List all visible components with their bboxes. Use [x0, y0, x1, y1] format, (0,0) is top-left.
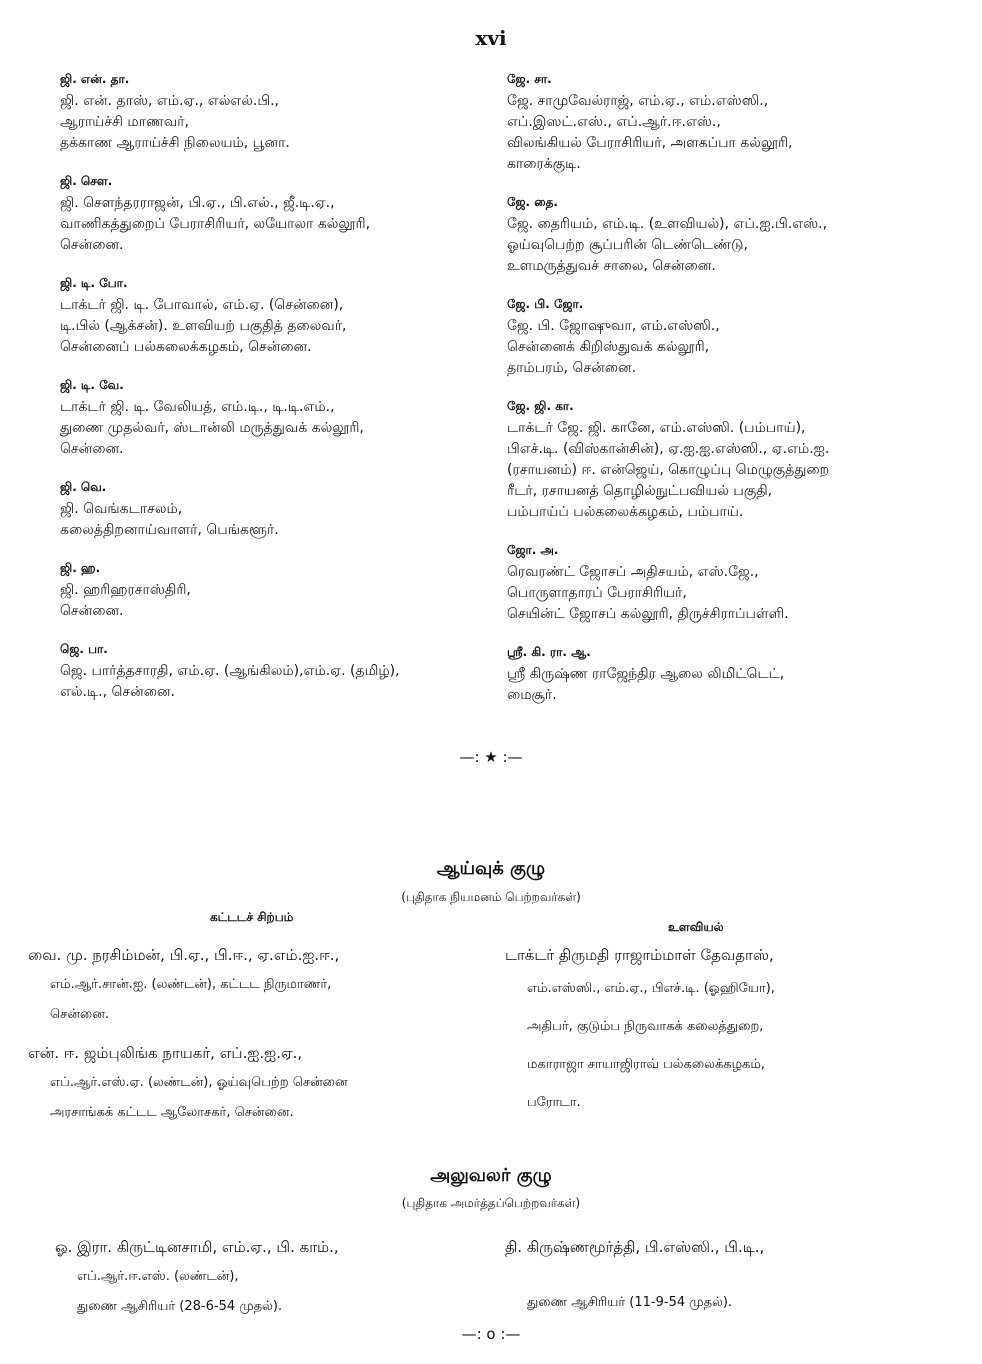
member-line: சென்னை. [50, 1007, 109, 1022]
entry-line: எப்.இஸட்.எஸ்., எப்.ஆர்.ஈ.எஸ்., [507, 114, 721, 130]
member-line: பரோடா. [527, 1095, 581, 1110]
entry-line: ஜி. வெங்கடாசலம், [60, 501, 183, 517]
entry-abbr: ஜே. சா. [507, 72, 552, 86]
entry-line: விலங்கியல் பேராசிரியர், அளகப்பா கல்லூரி, [507, 135, 793, 151]
right-column [507, 72, 947, 726]
entry-line: ஜே. பி. ஜோஷுவா, எம்.எஸ்ஸி., [507, 318, 720, 334]
entry-line: டாக்டர் ஜி. டி. போவால், எம்.ஏ. (சென்னை), [60, 297, 344, 313]
entry-line: ஜி. சௌந்தரராஜன், பி.ஏ., பி.எல்., ஜீ.டி.ஏ., [60, 195, 335, 211]
review-left-block-1 [28, 940, 339, 1030]
architecture-subhead: கட்டடச் சிற்பம் [210, 910, 294, 924]
staff-right-block [505, 1232, 764, 1318]
entry-line: பிஎச்.டி. (விஸ்கான்சின்), ஏ.ஐ.ஐ.எஸ்ஸி., ஏ.எம்.ஐ. [507, 441, 830, 457]
entry-line: ஜே. தைரியம், எம்.டி. (உளவியல்), எப்.ஐ.பி.எஸ்., [507, 216, 828, 232]
entry [507, 645, 947, 706]
entry-abbr: ஜே. பி. ஜோ. [507, 297, 584, 311]
entry-line: எல்.டி., சென்னை. [60, 684, 175, 700]
entry-abbr: ஜி. ஹ. [60, 561, 101, 575]
entry [507, 543, 947, 625]
entry [60, 72, 500, 154]
entry-line: சென்னைக் கிறிஸ்துவக் கல்லூரி, [507, 339, 710, 355]
circle-divider: —: o :— [461, 1325, 521, 1343]
entry-abbr: ஜே. ஜி. கா. [507, 399, 574, 413]
staff-title: அலுவலர் குழு [430, 1165, 552, 1186]
entry-line: ஜே. சாமுவேல்ராஜ், எம்.ஏ., எம்.எஸ்ஸி., [507, 93, 769, 109]
entry-line: ஜி. ஹரிஹரசாஸ்திரி, [60, 582, 191, 598]
entry-line: தக்காண ஆராய்ச்சி நிலையம், பூனா. [60, 135, 290, 151]
entry-abbr: ஜி. சௌ. [60, 174, 113, 188]
page-number: xvi [475, 26, 507, 50]
entry-line: ஜெ. பார்த்தசாரதி, எம்.ஏ. (ஆங்கிலம்),எம்.ஏ. (தமிழ்), [60, 663, 400, 679]
entry-abbr: ஜி. டி. போ. [60, 276, 128, 290]
member-line: அதிபர், குடும்ப நிருவாகக் கலைத்துறை, [527, 1019, 764, 1034]
review-committee-title: ஆய்வுக் குழு [436, 858, 546, 879]
staff-left-block [55, 1232, 339, 1322]
member-name: என். ஈ. ஜம்புலிங்க நாயகர், எப்.ஐ.ஐ.ஏ., [28, 1044, 303, 1062]
review-right-block [505, 940, 775, 1122]
entry-line: தாம்பரம், சென்னை. [507, 360, 637, 376]
member-name: வை. மு. நரசிம்மன், பி.ஏ., பி.ஈ., ஏ.எம்.ஐ.ஈ., [28, 946, 340, 964]
entry-line: ரீடர், ரசாயனத் தொழில்நுட்பவியல் பகுதி, [507, 483, 773, 499]
entry-line: சென்னைப் பல்கலைக்கழகம், சென்னை. [60, 339, 312, 355]
member-line: துணை ஆசிரியர் (28-6-54 முதல்). [77, 1299, 283, 1314]
entry-abbr: ஜி. வெ. [60, 480, 107, 494]
member-line: எம்.எஸ்ஸி., எம்.ஏ., பிஎச்.டி. (ஓஹியோ), [527, 981, 775, 996]
entry-line: ஸ்ரீ கிருஷ்ண ராஜேந்திர ஆலை லிமிட்டெட், [507, 666, 785, 682]
entry-line: மைசூர். [507, 687, 557, 703]
entry [60, 174, 500, 256]
entry-line: துணை முதல்வர், ஸ்டான்லி மருத்துவக் கல்லூரி, [60, 420, 364, 436]
member-line: எப்.ஆர்.எஸ்.ஏ. (லண்டன்), ஓய்வுபெற்ற சென்னை [50, 1075, 348, 1090]
entry-line: டி.பில் (ஆக்சன்). உளவியற் பகுதித் தலைவர், [60, 318, 347, 334]
entry-line: ஆராய்ச்சி மாணவர், [60, 114, 189, 130]
entry-line: செயின்ட் ஜோசப் கல்லூரி, திருச்சிராப்பள்ளி. [507, 606, 789, 622]
entry-line: (ரசாயனம்) ஈ. என்ஜெய், கொழுப்பு மெழுகுத்துறை [507, 462, 830, 478]
entry-abbr: ஜி. டி. வே. [60, 378, 124, 392]
entry-abbr: ஸ்ரீ. கி. ரா. ஆ. [507, 645, 591, 659]
entry [507, 297, 947, 379]
entry-line: உளமருத்துவச் சாலை, சென்னை. [507, 258, 716, 274]
entry [60, 378, 500, 460]
member-name: தி. கிருஷ்ணமூர்த்தி, பி.எஸ்ஸி., பி.டி., [505, 1238, 765, 1256]
entry-line: கலைத்திறனாய்வாளர், பெங்களூர். [60, 522, 279, 538]
entry-line: டாக்டர் ஜே. ஜி. கானே, எம்.எஸ்ஸி. (பம்பாய்), [507, 420, 806, 436]
entry-line: காரைக்குடி. [507, 156, 581, 172]
entry-abbr: ஜெ. பா. [60, 642, 108, 656]
entry-line: சென்னை. [60, 603, 124, 619]
entry [60, 276, 500, 358]
entry-abbr: ஜி. என். தா. [60, 72, 130, 86]
left-column [60, 72, 500, 723]
review-left-block-2 [28, 1038, 348, 1128]
staff-subtitle: (புதிதாக அமர்த்தப்பெற்றவர்கள்) [401, 1196, 581, 1210]
member-name: ஓ. இரா. கிருட்டினசாமி, எம்.ஏ., பி. காம்., [55, 1238, 339, 1256]
member-line: எப்.ஆர்.ஈ.எஸ். (லண்டன்), [77, 1269, 239, 1284]
entry [60, 480, 500, 541]
entry [60, 642, 500, 703]
entry-line: சென்னை. [60, 441, 124, 457]
member-name: டாக்டர் திருமதி ராஜாம்மாள் தேவதாஸ், [505, 946, 774, 964]
entry-line: பொருளாதாரப் பேராசிரியர், [507, 585, 687, 601]
entry-line: ஓய்வுபெற்ற சூப்பரின் டெண்டெண்டு, [507, 237, 748, 253]
entry [507, 399, 947, 523]
psychology-subhead: உளவியல் [668, 920, 724, 934]
entry-line: ஜி. என். தாஸ், எம்.ஏ., எல்எல்.பி., [60, 93, 280, 109]
review-committee-subtitle: (புதிதாக நியமனம் பெற்றவர்கள்) [401, 890, 581, 904]
entry-line: சென்னை. [60, 237, 124, 253]
entry-abbr: ஜோ. அ. [507, 543, 559, 557]
entry-line: டாக்டர் ஜி. டி. வேலியத், எம்.டி., டி.டி.எம்., [60, 399, 335, 415]
entry-line: வாணிகத்துறைப் பேராசிரியர், லயோலா கல்லூரி, [60, 216, 371, 232]
entry-line: ரெவரண்ட் ஜோசப் அதிசயம், எஸ்.ஜே., [507, 564, 759, 580]
entry-line: பம்பாய்ப் பல்கலைக்கழகம், பம்பாய். [507, 504, 744, 520]
star-divider: —: ★ :— [459, 748, 523, 766]
entry [60, 561, 500, 622]
member-line: எம்.ஆர்.சான்.ஐ. (லண்டன்), கட்டட நிருமாணர், [50, 977, 332, 992]
member-line: மகாராஜா சாயாஜிராவ் பல்கலைக்கழகம், [527, 1057, 765, 1072]
member-line: துணை ஆசிரியர் (11-9-54 முதல்). [527, 1295, 733, 1310]
entry [507, 195, 947, 277]
entry-abbr: ஜே. தை. [507, 195, 558, 209]
entry [507, 72, 947, 175]
member-line: அரசாங்கக் கட்டட ஆலோசகர், சென்னை. [50, 1105, 294, 1120]
